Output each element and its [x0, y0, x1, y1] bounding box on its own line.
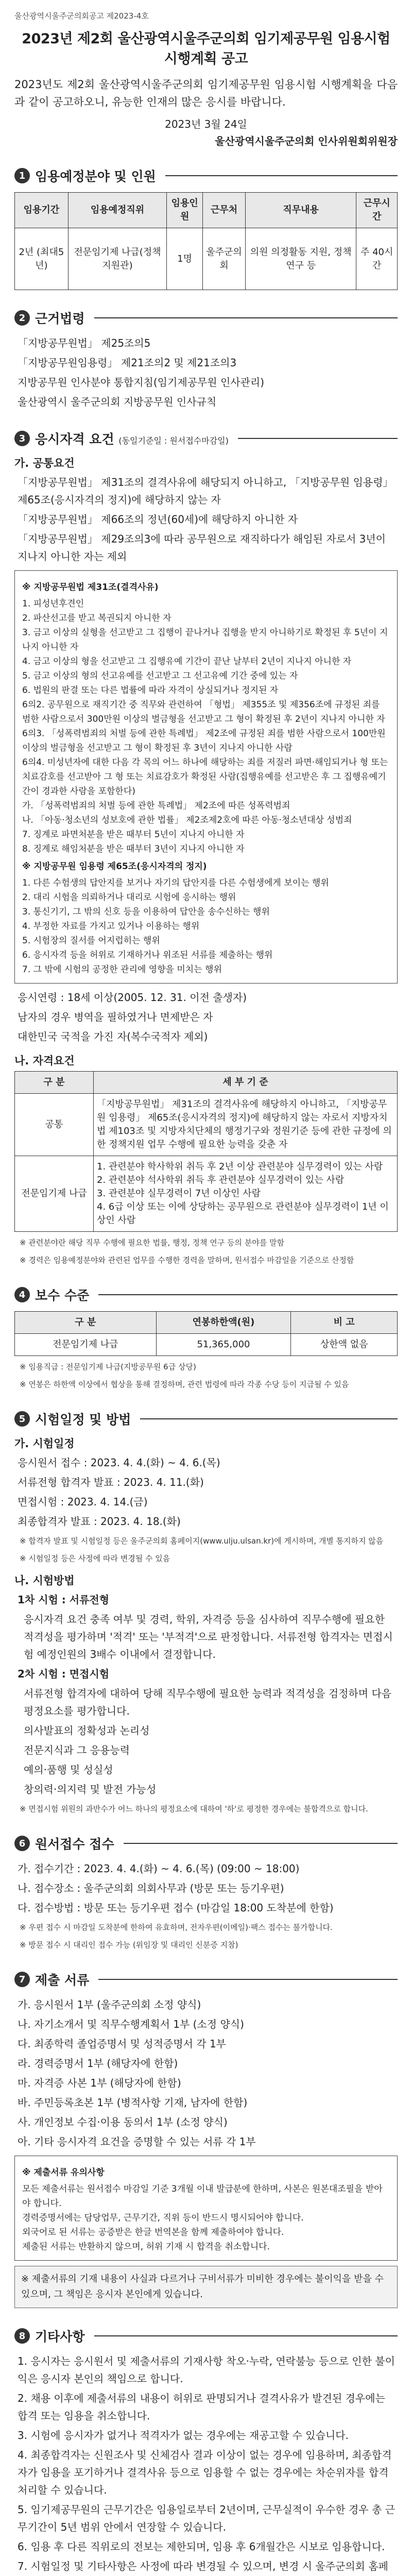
section-number: 8: [14, 2328, 30, 2344]
table-header: 세 부 기 준: [94, 1072, 398, 1094]
box-item: 4. 금고 이상의 형을 선고받고 그 집행유예 기간이 끝난 날부터 2년이 지나지 아니한 자: [22, 656, 352, 667]
table-header: 비 고: [291, 1312, 398, 1334]
box-item: 외국어로 된 서류는 공증받은 한글 번역본을 함께 제출하여야 합니다.: [22, 2227, 284, 2238]
section-application: [14, 1834, 398, 1952]
list-item: 울산광역시 울주군의회 지방공무원 인사규칙: [18, 396, 217, 408]
box-item: 4. 부정한 자료를 가지고 있거나 이용하는 행위: [22, 921, 200, 931]
list-item: 바. 주민등록초본 1부 (병적사항 기재, 남자에 한함): [18, 2096, 248, 2109]
section-title: 임용예정분야 및 인원: [35, 169, 156, 184]
notice-number: 울산광역시울주군의회공고 제2023-4호: [14, 11, 149, 21]
table-cell: 의원 의정활동 지원, 정책 연구 등: [246, 228, 356, 290]
section-other: [14, 2327, 398, 2576]
box-item: 6의4. 미성년자에 대한 다음 각 목의 어느 하나에 해당하는 죄를 저질러 파면·해임되거나 형 또는 치료감호를 선고받아 그 형 또는 치료감호가 확정된 사람(집행유예를 선고받은 후 그 집행유예기간이 경과한 사람을 포함한다): [22, 757, 388, 796]
section-number: 2: [14, 310, 30, 326]
table-cell: 「지방공무원법」 제31조의 결격사유에 해당하지 아니하고, 「지방공무원 임용령」 제65조(응시자격의 정지)에 해당하지 않는 자로서 지방자치법 제103조 및 지방자치단체의 행정기구와 정원기준 등에 관한 규정에 의한 정책지원 업무 수행에 필요한 능력을 갖춘 자: [94, 1094, 398, 1156]
list-item: 2. 채용 이후에 제출서류의 내용이 허위로 판명되거나 결격사유가 발견된 경우에는 합격 또는 임용을 취소합니다.: [18, 2392, 385, 2422]
table-cell: 51,365,000: [156, 1334, 291, 1356]
list-item: 대한민국 국적을 가진 자(복수국적자 제외): [18, 1030, 208, 1043]
list-item: 7. 시험일정 및 기타사항은 사정에 따라 변경될 수 있으며, 변경 시 울주군의회 홈페: [18, 2560, 388, 2572]
table-header: 근무시간: [356, 193, 398, 228]
note: ※ 우편 접수 시 마감일 도착분에 한하여 유효하며, 전자우편(이메일)·팩스 접수는 불가합니다.: [20, 1923, 333, 1932]
box-item: 8. 징계로 해임처분을 받은 때부터 3년이 지나지 아니한 자: [22, 844, 245, 854]
box-item: 6. 응시자격 등을 허위로 기재하거나 위조된 서류를 제출하는 행위: [22, 950, 273, 960]
section-divider: [94, 2335, 398, 2336]
table-header: 임용예정직위: [68, 193, 167, 228]
section-number: 5: [14, 1411, 30, 1427]
list-item: 전문지식과 그 응용능력: [24, 1744, 130, 1756]
list-item: 「지방공무원법」 제25조의5: [18, 337, 151, 349]
note: ※ 연봉은 하한액 이상에서 협상을 통해 결정하며, 관련 법령에 따라 각종 수당 등이 지급될 수 있음: [20, 1380, 349, 1389]
box-item: 5. 시험장의 질서를 어지럽히는 행위: [22, 936, 160, 946]
section-positions: [14, 166, 398, 290]
notice-issuer: 울산광역시울주군의회 인사위원회위원장: [215, 135, 398, 147]
subsection-title: 가. 시험일정: [14, 1437, 75, 1450]
box-item: 1. 피성년후견인: [22, 599, 84, 609]
section-number: 4: [14, 1287, 30, 1302]
section-number: 6: [14, 1836, 30, 1851]
list-item: 1. 응시자는 응시원서 및 제출서류의 기재사항 착오·누락, 연락불능 등으로 인한 불이익은 응시자 본인의 책임으로 합니다.: [18, 2355, 395, 2385]
box-title: ※ 지방공무원 임용령 제65조(응시자격의 정지): [22, 861, 207, 872]
box-item: 모든 제출서류는 원서접수 마감일 기준 3개월 이내 발급분에 한하며, 사본은 원본대조필을 받아야 합니다.: [22, 2184, 383, 2209]
section-title: 응시자격 요건 (동일기준일 : 원서접수마감일): [35, 432, 229, 447]
box-item: 2. 파산선고를 받고 복권되지 아니한 자: [22, 613, 171, 623]
list-item: 최종합격자 발표 : 2023. 4. 18.(화): [18, 1515, 181, 1528]
salary-table: [14, 1311, 398, 1356]
positions-table: [14, 192, 398, 290]
list-item: 응시자격 요건 충족 여부 및 경력, 학위, 자격증 등을 심사하여 직무수행에 필요한 적격성을 평가하며 '적격' 또는 '부적격'으로 판정합니다. 서류전형 합격자는 면접시험 예정인원의 3배수 이내에서 결정합니다.: [24, 1613, 393, 1660]
section-divider: [140, 1418, 398, 1419]
box-item: 6의3. 「성폭력범죄의 처벌 등에 관한 특례법」 제2조에 규정된 죄를 범한 사람으로서 100만원 이상의 벌금형을 선고받고 그 형이 확정된 후 3년이 지나지 아니한 사람: [22, 728, 386, 753]
table-header: 구 분: [15, 1312, 157, 1334]
notice-title: 2023년 제2회 울산광역시울주군의회 임기제공무원 임용시험 시행계획 공고: [22, 31, 390, 67]
table-header: 임용기간: [15, 193, 68, 228]
caution-text: ※ 제출서류의 기재 내용이 사실과 다르거나 구비서류가 미비한 경우에는 불이익을 받을 수 있으며, 그 책임은 응시자 본인에게 있습니다.: [14, 2266, 398, 2308]
list-item: 응시연령 : 18세 이상(2005. 12. 31. 이전 출생자): [18, 991, 247, 1004]
notice-intro: 2023년도 제2회 울산광역시울주군의회 임기제공무원 임용시험 시행계획을 다음과 같이 공고하오니, 유능한 인재의 많은 응시를 바랍니다.: [14, 78, 398, 108]
list-item: 다. 최종학력 졸업증명서 및 성적증명서 각 1부: [18, 2038, 226, 2050]
list-item: 면접시험 : 2023. 4. 14.(금): [18, 1496, 148, 1508]
table-cell: 1명: [167, 228, 203, 290]
subsection-title: 가. 공통요건: [14, 457, 75, 469]
box-item: 6의2. 공무원으로 재직기간 중 직무와 관련하여 「형법」 제355조 및 제356조에 규정된 죄를 범한 사람으로서 300만원 이상의 벌금형을 선고받고 그 형이 확정된 후 2년이 지나지 아니한 자: [22, 700, 385, 724]
box-item: 5. 금고 이상의 형의 선고유예를 선고받고 그 선고유예 기간 중에 있는 자: [22, 671, 298, 681]
table-cell: 전문임기제 나급: [15, 1156, 94, 1232]
section-divider: [124, 1843, 398, 1844]
section-title: 기타사항: [35, 2329, 85, 2344]
list-item: 「지방공무원법」 제29조의3에 따라 공무원으로 재직하다가 해임된 자로서 3년이 지나지 아니한 자는 제외: [18, 533, 386, 563]
note: ※ 시험일정 등은 사정에 따라 변경될 수 있음: [20, 1554, 170, 1563]
box-item: 3. 금고 이상의 실형을 선고받고 그 집행이 끝나거나 집행을 받지 아니하기로 확정된 후 5년이 지나지 아니한 자: [22, 628, 388, 652]
list-item: 나. 자기소개서 및 직무수행계획서 1부 (소정 양식): [18, 2018, 244, 2030]
list-item: 「지방공무원법」 제31조의 결격사유에 해당되지 아니하고, 「지방공무원 임용령」 제65조(응시자격의 정지)에 해당하지 않는 자: [18, 476, 393, 506]
list-item: 라. 경력증명서 1부 (해당자에 한함): [18, 2057, 178, 2070]
note: ※ 관련분야란 해당 직무 수행에 필요한 법률, 행정, 정책 연구 등의 분야를 말함: [20, 1238, 285, 1247]
table-cell: 울주군의회: [203, 228, 246, 290]
list-item: 사. 개인정보 수집·이용 동의서 1부 (소정 양식): [18, 2116, 228, 2128]
list-item: 4. 최종합격자는 신원조사 및 신체검사 결과 이상이 없는 경우에 임용하며, 최종합격자가 임용을 포기하거나 결격사유 등으로 임용할 수 없는 경우에는 차순위자를 합격 처리할 수 있습니다.: [18, 2449, 392, 2496]
notice-date: 2023년 3월 24일: [165, 118, 247, 130]
documents-notice-box: [14, 2156, 398, 2261]
list-item: 의사발표의 정확성과 논리성: [24, 1724, 150, 1737]
box-item: 7. 그 밖에 시험의 공정한 관리에 영향을 미치는 행위: [22, 964, 222, 975]
list-item: 예의·품행 및 성실성: [24, 1764, 113, 1776]
section-legal-basis: [14, 309, 398, 411]
section-title: 제출 서류: [35, 1973, 90, 1988]
box-item: 1. 다른 수험생의 답안지를 보거나 자기의 답안지를 다른 수험생에게 보이는 행위: [22, 878, 329, 888]
list-item: 서류전형 합격자에 대하여 당해 직무수행에 필요한 능력과 적격성을 검정하며 다음 평정요소를 평가합니다.: [24, 1687, 392, 1717]
table-cell: 상한액 없음: [291, 1334, 398, 1356]
box-item: 나. 「아동·청소년의 성보호에 관한 법률」 제2조제2호에 따른 아동·청소년대상 성범죄: [22, 815, 352, 825]
note: ※ 합격자 발표 및 시험일정 등은 울주군의회 홈페이지(www.ulju.ulsan.kr)에 게시하며, 개별 통지하지 않음: [20, 1536, 384, 1546]
list-item: 「지방공무원임용령」 제21조의2 및 제21조의3: [18, 357, 237, 369]
subsection-title: 나. 자격요건: [14, 1055, 75, 1067]
table-cell: 전문임기제 나급(정책지원관): [68, 228, 167, 290]
list-item: 아. 기타 응시자격 요건을 증명할 수 있는 서류 각 1부: [18, 2136, 256, 2148]
list-item: 「지방공무원법」 제66조의 정년(60세)에 해당하지 아니한 자: [18, 513, 298, 526]
list-item: 3. 시험에 응시자가 없거나 적격자가 없는 경우에는 재공고할 수 있습니다.: [18, 2429, 349, 2442]
box-title: ※ 제출서류 유의사항: [22, 2167, 105, 2178]
table-cell: 주 40시간: [356, 228, 398, 290]
table-header: 구 분: [15, 1072, 94, 1094]
table-cell: 공통: [15, 1094, 94, 1156]
list-item: 서류전형 합격자 발표 : 2023. 4. 11.(화): [18, 1476, 204, 1488]
list-item: 지방공무원 인사분야 통합지침(임기제공무원 인사관리): [18, 376, 265, 388]
list-item: 2차 시험 : 면접시험: [18, 1668, 110, 1680]
list-item: 남자의 경우 병역을 필하였거나 면제받은 자: [18, 1011, 213, 1023]
box-title: ※ 지방공무원법 제31조(결격사유): [22, 582, 159, 592]
section-divider: [238, 438, 398, 439]
list-item: 응시원서 접수 : 2023. 4. 4.(화) ~ 4. 6.(목): [18, 1456, 220, 1469]
table-header: 근무처: [203, 193, 246, 228]
box-item: 6. 법원의 판결 또는 다른 법률에 따라 자격이 상실되거나 정지된 자: [22, 685, 279, 696]
section-title: 근거법령: [35, 311, 85, 326]
section-title: 시험일정 및 방법: [35, 1412, 131, 1427]
note: ※ 면접시험 위원의 과반수가 어느 하나의 평정요소에 대하여 '하'로 평정한 경우에는 불합격으로 합니다.: [20, 1804, 368, 1814]
section-divider: [94, 317, 398, 318]
list-item: 가. 응시원서 1부 (울주군의회 소정 양식): [18, 1998, 201, 2011]
section-number: 1: [14, 168, 30, 183]
box-item: 경력증명서에는 담당업무, 근무기간, 직위 등이 반드시 명시되어야 합니다.: [22, 2213, 304, 2223]
list-item: 나. 접수장소 : 울주군의회 의회사무과 (방문 또는 등기우편): [18, 1882, 284, 1894]
subsection-title: 나. 시험방법: [14, 1574, 75, 1587]
section-exam-schedule: [14, 1410, 398, 1816]
table-cell: 1. 관련분야 학사학위 취득 후 2년 이상 관련분야 실무경력이 있는 사람 2. 관련분야 석사학위 취득 후 관련분야 실무경력이 있는 사람 3. 관련분야 실무경력이 7년 이상인 사람 4. 6급 이상 또는 이에 상당하는 공무원으로 관련분야 실무경력이 1년 이상인 사람: [94, 1156, 398, 1232]
table-header: 임용인원: [167, 193, 203, 228]
section-title-note: (동일기준일 : 원서접수마감일): [118, 436, 229, 446]
box-item: 7. 징계로 파면처분을 받은 때부터 5년이 지나지 아니한 자: [22, 829, 245, 840]
note: ※ 임용직급 : 전문임기제 나급(지방공무원 6급 상당): [20, 1362, 196, 1371]
section-divider: [98, 1979, 398, 1980]
disqualification-box: [14, 570, 398, 984]
section-salary: [14, 1285, 398, 1391]
box-item: 3. 통신기기, 그 밖의 신호 등을 이용하여 답안을 송수신하는 행위: [22, 907, 270, 917]
section-title: 원서접수 접수: [35, 1837, 114, 1852]
list-item: 마. 자격증 사본 1부 (해당자에 한함): [18, 2077, 181, 2089]
table-cell: 2년 (최대5년): [15, 228, 68, 290]
section-divider: [98, 1294, 398, 1295]
section-number: 7: [14, 1972, 30, 1987]
box-item: 2. 대리 시험을 의뢰하거나 대리로 시험에 응시하는 행위: [22, 892, 236, 903]
note: ※ 경력은 임용예정분야와 관련된 업무를 수행한 경력을 말하며, 원서접수 마감일을 기준으로 산정함: [20, 1256, 354, 1265]
section-eligibility: [14, 429, 398, 1267]
list-item: 1차 시험 : 서류전형: [18, 1594, 110, 1606]
list-item: 가. 접수기간 : 2023. 4. 4.(화) ~ 4. 6.(목) (09:00 ~ 18:00): [18, 1862, 300, 1875]
table-header: 연봉하한액(원): [156, 1312, 291, 1334]
box-item: 제출된 서류는 반환하지 않으며, 허위 기재 시 합격을 취소합니다.: [22, 2242, 270, 2252]
table-header: 직무내용: [246, 193, 356, 228]
section-title: 보수 수준: [35, 1288, 90, 1303]
list-item: 5. 임기제공무원의 근무기간은 임용일로부터 2년이며, 근무실적이 우수한 경우 총 근무기간이 5년 범위 안에서 연장할 수 있습니다.: [18, 2503, 395, 2533]
section-number: 3: [14, 431, 30, 446]
qualification-table: [14, 1071, 398, 1232]
table-cell: 전문임기제 나급: [15, 1334, 157, 1356]
list-item: 6. 임용 후 다른 직위로의 전보는 제한되며, 임용 후 6개월간은 시보로 임용합니다.: [18, 2540, 385, 2553]
section-documents: [14, 1970, 398, 2308]
box-item: 가. 「성폭력범죄의 처벌 등에 관한 특례법」 제2조에 따른 성폭력범죄: [22, 801, 290, 811]
list-item: 다. 접수방법 : 방문 또는 등기우편 접수 (마감일 18:00 도착분에 한함): [18, 1902, 334, 1914]
list-item: 창의력·의지력 및 발전 가능성: [24, 1783, 157, 1795]
section-divider: [165, 175, 398, 176]
note: ※ 방문 접수 시 대리인 접수 가능 (위임장 및 대리인 신분증 지참): [20, 1940, 238, 1950]
